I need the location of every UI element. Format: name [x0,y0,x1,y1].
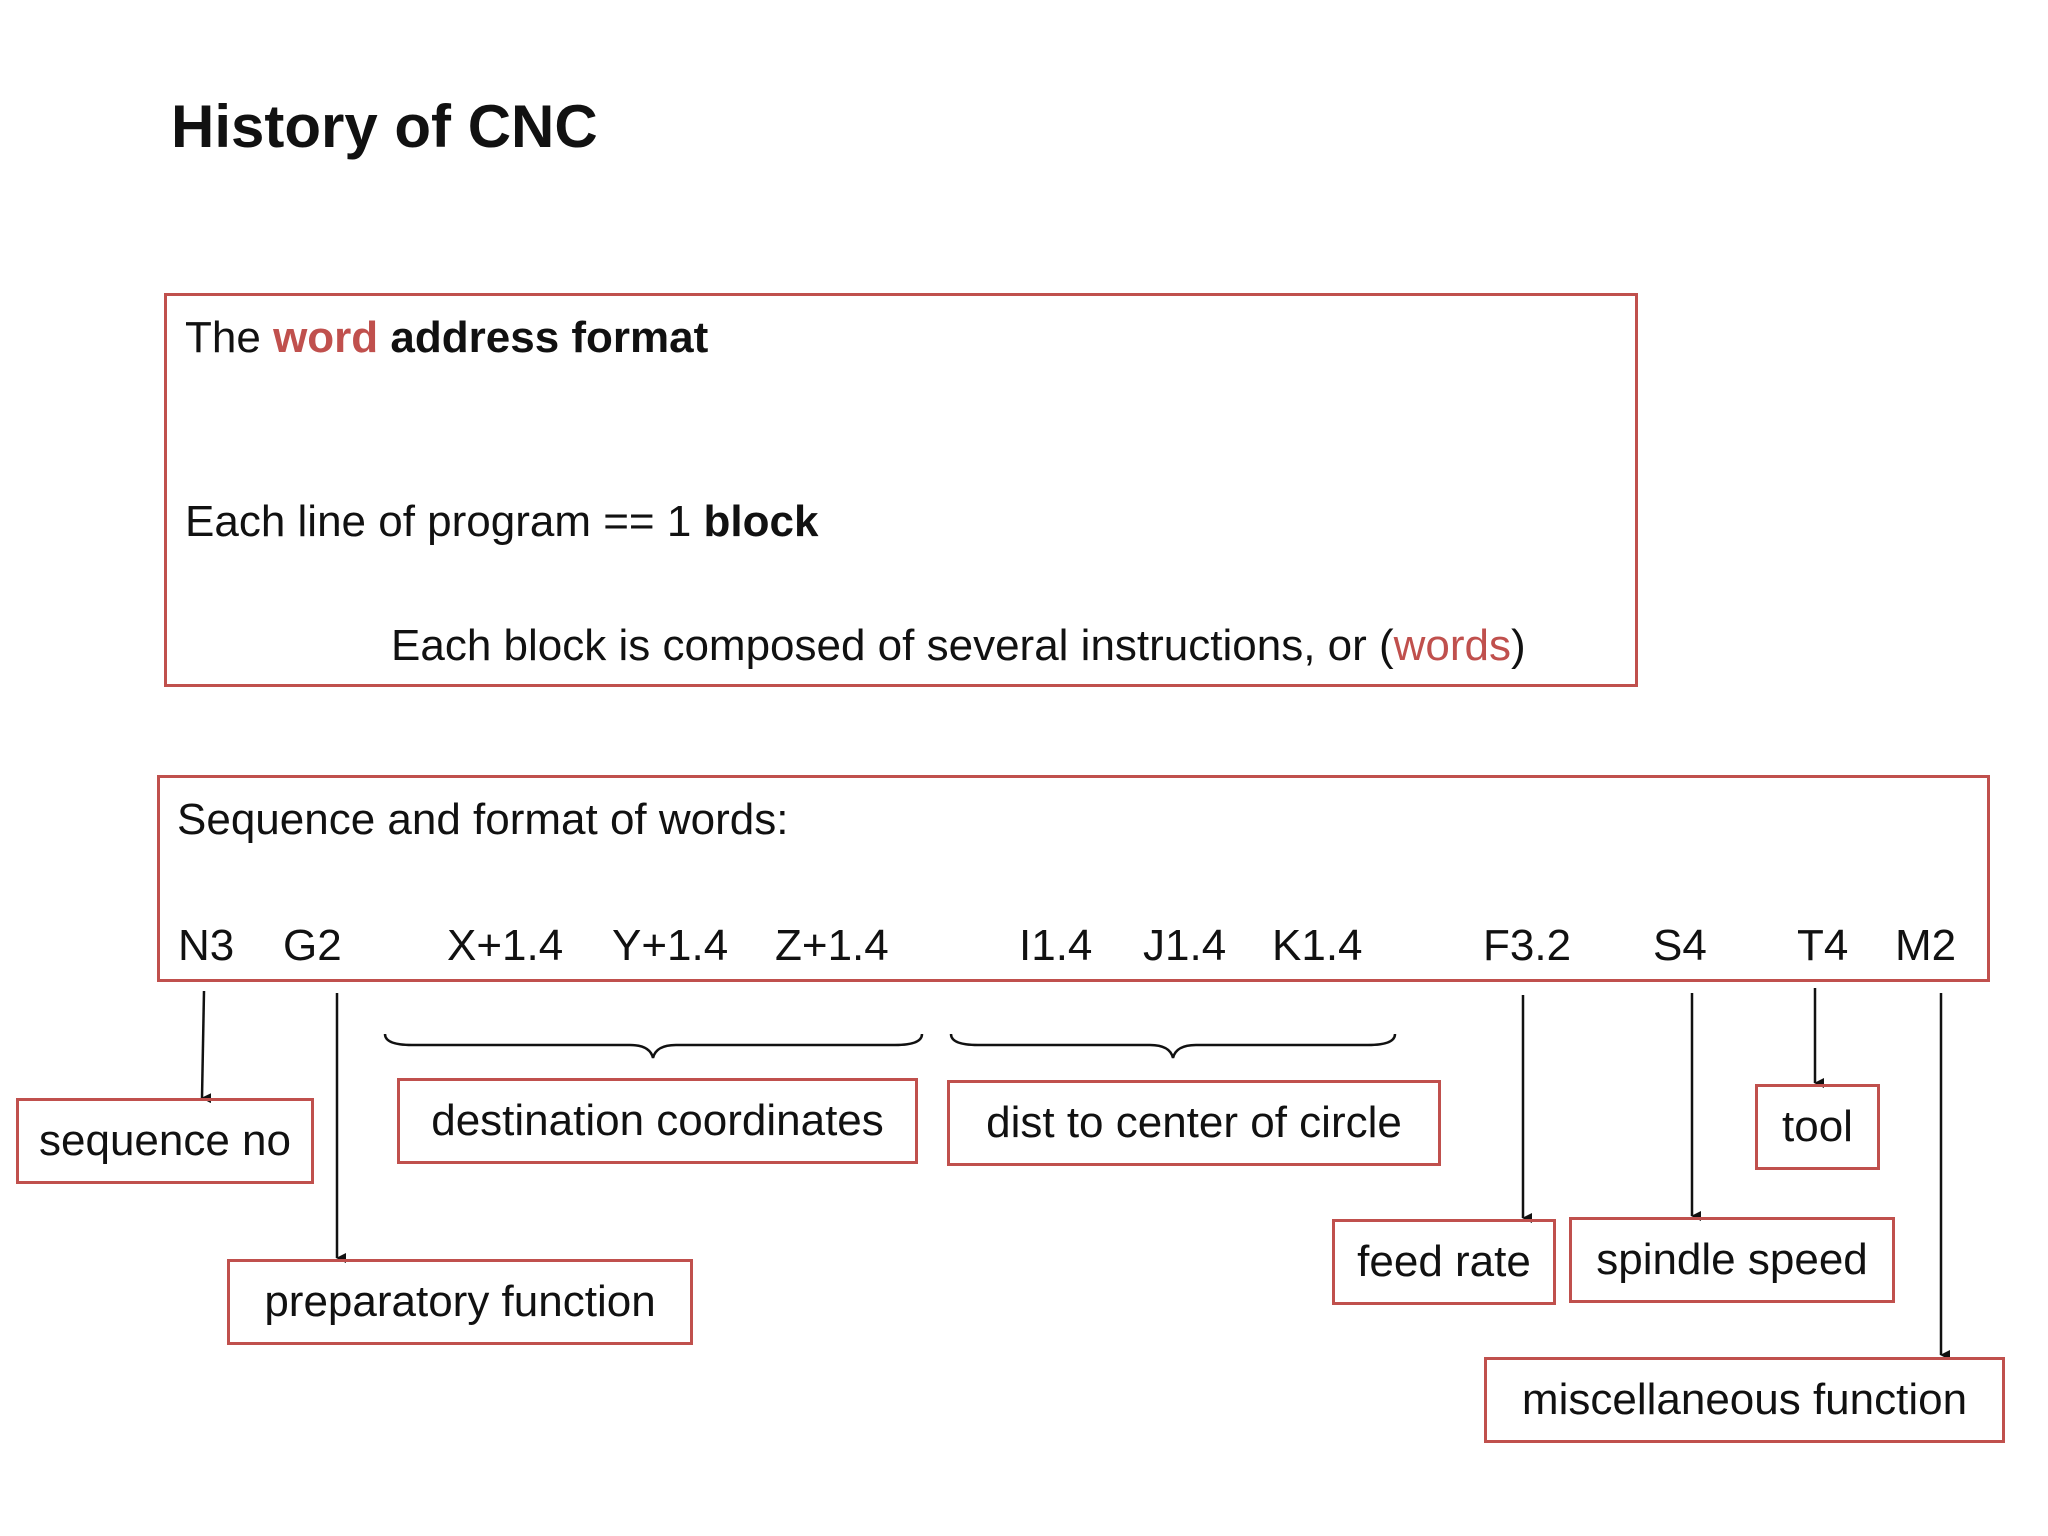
word-z: Z+1.4 [775,921,889,970]
word-k: K1.4 [1272,921,1363,970]
label-preparatory-function: preparatory function [227,1259,693,1345]
word-f: F3.2 [1483,921,1572,970]
format-heading-word: word [273,313,379,362]
block-definition-text: Each line of program == 1 [185,497,692,546]
label-dist-to-center: dist to center of circle [947,1080,1441,1166]
word-y: Y+1.4 [612,921,729,970]
word-n3: N3 [178,921,235,970]
block-composition-text: Each block is composed of several instructions, or ( [391,621,1394,670]
word-x: X+1.4 [447,921,564,970]
label-feed-rate: feed rate [1332,1219,1556,1305]
word-g2: G2 [283,921,342,970]
word-t: T4 [1797,921,1849,970]
format-heading-prefix: The [185,313,261,362]
page-title: History of CNC [171,93,598,160]
format-heading-suffix: address format [390,313,709,362]
words-term: words [1393,621,1512,670]
block-composition-close: ) [1511,621,1526,670]
word-j: J1.4 [1143,921,1227,970]
label-tool: tool [1755,1084,1880,1170]
word-i: I1.4 [1019,921,1093,970]
brace-dist-to-center [951,1034,1395,1058]
brace-destination-coordinates [385,1034,922,1058]
label-sequence-no: sequence no [16,1098,314,1184]
arrow-sequence-no [202,991,204,1098]
word-s: S4 [1653,921,1707,970]
block-term: block [703,497,819,546]
label-miscellaneous-function: miscellaneous function [1484,1357,2005,1443]
label-destination-coordinates: destination coordinates [397,1078,918,1164]
sequence-heading: Sequence and format of words: [177,795,789,844]
word-m: M2 [1895,921,1957,970]
label-spindle-speed: spindle speed [1569,1217,1895,1303]
